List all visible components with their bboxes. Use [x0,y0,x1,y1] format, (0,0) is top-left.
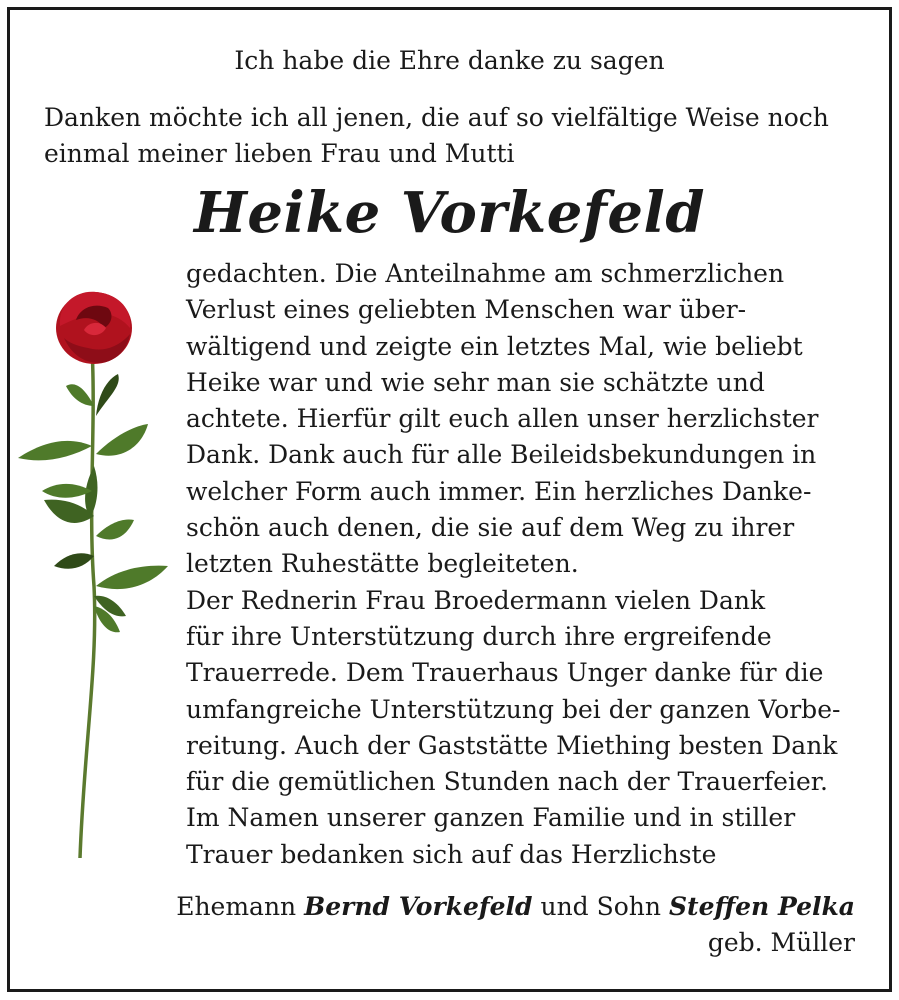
body-line: Der Rednerin Frau Broedermann vielen Dank [186,585,766,615]
rose-leaf [96,424,148,456]
son-name: Steffen Pelka [668,892,855,921]
signature-prefix: Ehemann [176,892,297,921]
signature-line [176,889,855,925]
thanks-paragraph [186,256,876,873]
body-line: für ihre Unterstützung durch ihre ergreifende [186,621,772,651]
signature-block [176,889,855,961]
body-line: für die gemütlichen Stunden nach der Trauerfeier. [186,767,828,797]
opening-line: einmal meiner lieben Frau und Mutti [44,139,515,168]
body-line: Dank. Dank auch für alle Beileidsbekundungen in [186,440,817,470]
body-line: reitung. Auch der Gaststätte Miething besten Dank [186,730,838,760]
intro-line: Ich habe die Ehre danke zu sagen [234,46,665,75]
maiden-name: geb. Müller [707,928,855,957]
body-line: Verlust eines geliebten Menschen war über- [186,295,747,325]
body-line: achtete. Hierfür gilt euch allen unser herzlichster [186,404,819,434]
opening-paragraph [44,100,864,172]
rose-leaf [66,384,94,406]
signature-middle: und Sohn [540,892,662,921]
rose-leaf [42,484,92,498]
rose-leaf [54,553,94,569]
rose-leaf [18,441,92,460]
red-rose-icon [14,286,174,866]
body-line: schön auch denen, die sie auf dem Weg zu ihrer [186,513,795,543]
body-line: umfangreiche Unterstützung bei der ganzen Vorbe- [186,694,841,724]
body-line: Trauerrede. Dem Trauerhaus Unger danke für die [186,658,824,688]
deceased-name: Heike Vorkefeld [194,180,705,246]
body-line: Im Namen unserer ganzen Familie und in stiller [186,803,796,833]
rose-leaf [96,566,168,589]
body-line: letzten Ruhestätte begleiteten. [186,549,579,579]
rose-leaf [96,374,119,416]
body-line: Heike war und wie sehr man sie schätzte und [186,367,765,397]
opening-line: Danken möchte ich all jenen, die auf so vielfältige Weise noch [44,103,829,132]
husband-name: Bernd Vorkefeld [304,892,533,921]
body-line: wältigend und zeigte ein letztes Mal, wie beliebt [186,331,803,361]
rose-stem [80,348,95,858]
body-line: welcher Form auch immer. Ein herzliches Danke- [186,476,812,506]
rose-leaf [96,520,134,540]
body-line: gedachten. Die Anteilnahme am schmerzlichen [186,259,785,288]
body-line: Trauer bedanken sich auf das Herzlichste [186,839,717,869]
